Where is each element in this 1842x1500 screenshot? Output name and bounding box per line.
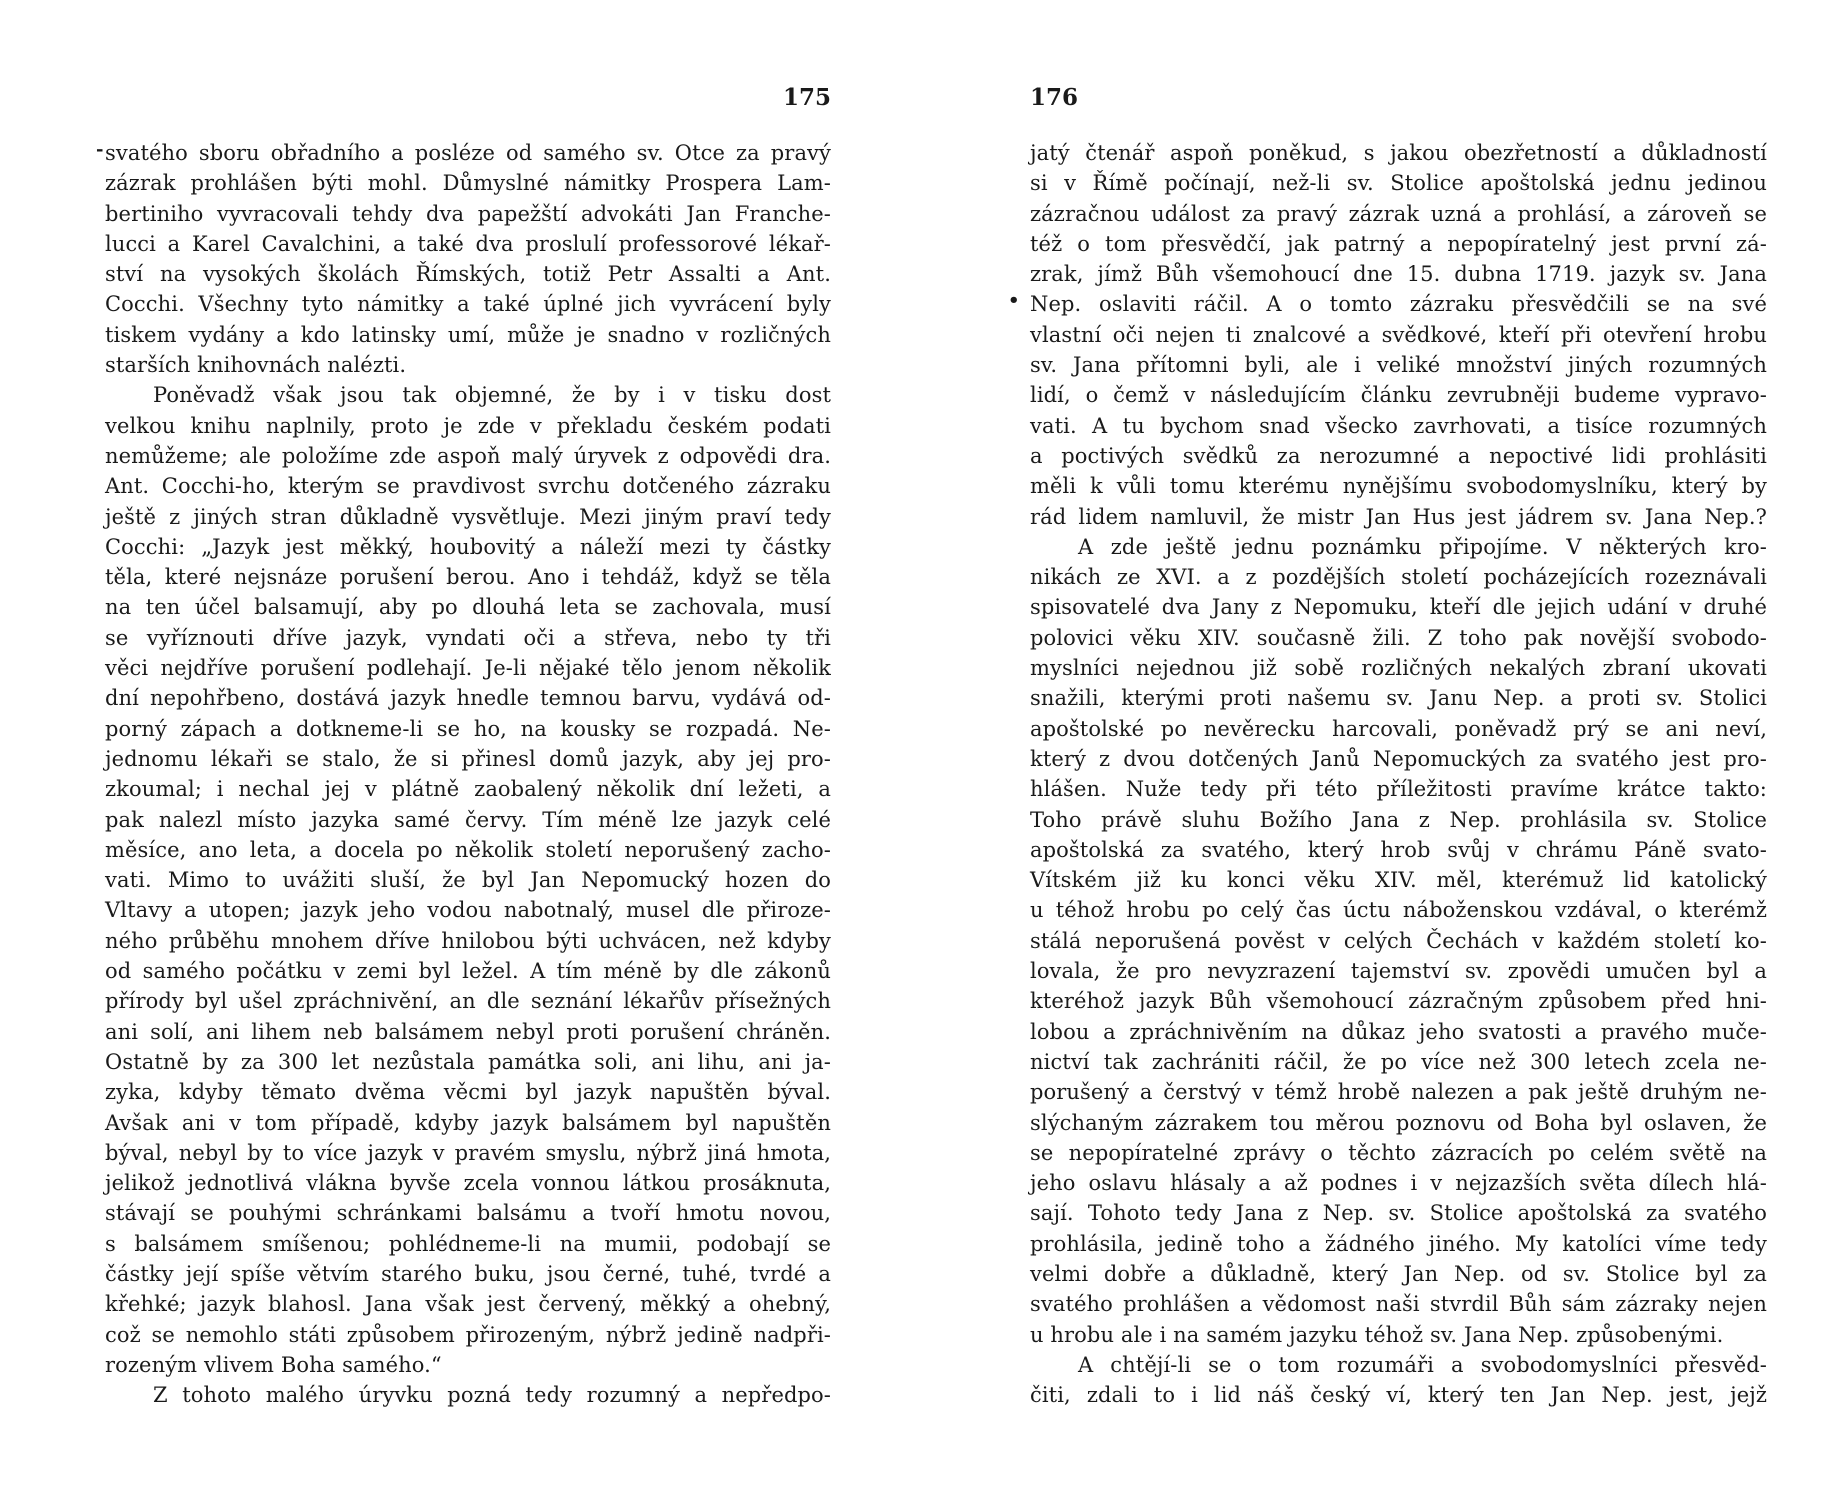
text-line: hlášen. Nuže tedy při této příležitosti pravíme krátce takto:: [1030, 777, 1767, 802]
text-line: Vítském již ku konci věku XIV. měl, kterémuž lid katolický: [1030, 868, 1767, 893]
text-line: jatý čtenář aspoň poněkud, s jakou obezřetností a důkladností: [1030, 141, 1767, 165]
text-line: sv. Jana přítomni byli, ale i veliké množství jiných rozumných: [1030, 353, 1767, 378]
text-line: stávají se pouhými schránkami balsámu a tvoří hmotu novou,: [105, 1201, 831, 1226]
text-line: vlastní oči nejen ti znalcové a svědkové, kteří při otevření hrobu: [1030, 322, 1767, 347]
text-line: Cocchi. Všechny tyto námitky a také úplné jich vyvrácení byly: [105, 292, 831, 317]
text-line: což se nemohlo státi způsobem přirozeným, nýbrž jedině nadpři-: [105, 1322, 831, 1347]
text-line: nictví tak zachrániti ráčil, že po více než 300 letech zcela ne-: [1030, 1049, 1767, 1074]
text-line: zázrak prohlášen býti mohl. Důmyslné námitky Prospera Lam-: [105, 171, 831, 196]
text-line: snažili, kterými proti našemu sv. Janu Nep. a proti sv. Stolici: [1030, 686, 1767, 711]
text-line: a poctivých svědků za nerozumné a nepoctivé lidi prohlásiti: [1030, 443, 1767, 468]
text-line: u téhož hrobu po celý čas úctu náboženskou vzdával, o kterémž: [1030, 898, 1767, 923]
text-line: ještě z jiných stran důkladně vysvětluje. Mezi jiným praví tedy: [105, 504, 831, 529]
text-line: od samého počátku v zemi byl ležel. A tím méně by dle zákonů: [105, 959, 831, 984]
text-line: čiti, zdali to i lid náš český ví, který ten Jan Nep. jest, jejž: [1030, 1383, 1767, 1408]
text-line: přírody byl ušel zpráchnivění, an dle seznání lékařův přísežných: [105, 989, 831, 1014]
text-line: velkou knihu naplnily, proto je zde v překladu českém podati: [105, 413, 831, 438]
text-line: rozeným vlivem Boha samého.“: [105, 1352, 442, 1377]
text-line: vati. Mimo to uvážiti sluší, že byl Jan Nepomucký hozen do: [105, 868, 831, 893]
text-line: ství na vysokých školách Římských, totiž Petr Assalti a Ant.: [105, 262, 831, 287]
text-line: dní nepohřbeno, dostává jazyk hnedle temnou barvu, vydává od-: [105, 686, 831, 711]
right-page: [1030, 0, 1767, 1500]
text-line: A chtějí-li se o tom rozumáři a svobodomyslníci přesvěd-: [1078, 1352, 1767, 1377]
text-line: prohlásila, jedině toho a žádného jiného. My katolíci víme tedy: [1030, 1231, 1767, 1256]
text-line: měli k vůli tomu kterému nynějšímu svobodomyslníku, který by: [1030, 474, 1767, 499]
text-line: věci nejdříve porušení podlehají. Je-li nějaké tělo jenom několik: [105, 656, 831, 681]
text-line: starších knihovnách nalézti.: [105, 353, 407, 378]
text-line: jelikož jednotlivá vlákna byvše zcela vonnou látkou prosáknuta,: [105, 1171, 831, 1196]
text-line: Ant. Cocchi-ho, kterým se pravdivost svrchu dotčeného zázraku: [105, 474, 831, 499]
text-line: Poněvadž však jsou tak objemné, že by i v tisku dost: [153, 383, 831, 408]
text-line: býval, nebyl by to více jazyk v pravém smyslu, nýbrž jiná hmota,: [105, 1140, 831, 1165]
text-line: jeho oslavu hlásaly a až podnes i v nejzazších světa dílech hlá-: [1030, 1171, 1767, 1196]
left-page: [105, 0, 831, 1500]
text-line: nikách ze XVI. a z pozdějších století pocházejících rozeznávali: [1030, 565, 1767, 590]
text-line: Avšak ani v tom případě, kdyby jazyk balsámem byl napuštěn: [105, 1110, 831, 1135]
text-line: slýchaným zázrakem tou měrou poznovu od Boha byl oslaven, že: [1030, 1110, 1767, 1135]
text-line: spisovatelé dva Jany z Nepomuku, kteří dle jejich udání v druhé: [1030, 595, 1767, 620]
text-line: tiskem vydány a kdo latinsky umí, může je snadno v rozličných: [105, 322, 831, 347]
text-line: si v Římě počínají, než-li sv. Stolice apoštolská jednu jedinou: [1030, 171, 1767, 196]
text-line: vati. A tu bychom snad všecko zavrhovati, a tisíce rozumných: [1030, 413, 1767, 438]
text-line: nemůžeme; ale položíme zde aspoň malý úryvek z odpovědi dra.: [105, 443, 831, 468]
left-page-text: [105, 138, 831, 1410]
text-line: se vyříznouti dříve jazyk, vyndati oči a střeva, nebo ty tři: [105, 625, 831, 650]
text-line: lobou a zpráchnivěním na důkaz jeho svatosti a pravého muče-: [1030, 1019, 1767, 1044]
text-line: křehké; jazyk blahosl. Jana však jest červený, měkký a ohebný,: [105, 1292, 831, 1317]
text-line: s balsámem smíšenou; pohlédneme-li na mumii, podobají se: [105, 1231, 831, 1256]
text-line: ani solí, ani lihem neb balsámem nebyl proti porušení chráněn.: [105, 1019, 831, 1044]
text-line: Z tohoto malého úryvku pozná tedy rozumný a nepředpo-: [153, 1383, 831, 1408]
text-line: lidí, o čemž v následujícím článku zevrubněji budeme vypravo-: [1030, 383, 1767, 408]
text-line: A zde ještě jednu poznámku připojíme. V některých kro-: [1078, 534, 1767, 559]
text-line: měsíce, ano leta, a docela po několik století neporušený zacho-: [105, 837, 831, 862]
page-number-right: 176: [1030, 84, 1079, 111]
text-line: jednomu lékaři se stalo, že si přinesl domů jazyk, aby jej pro-: [105, 746, 831, 771]
text-line: zkoumal; i nechal jej v plátně zaobalený několik dní ležeti, a: [105, 777, 831, 802]
text-line: svatého sboru obřadního a posléze od samého sv. Otce za pravý: [105, 141, 831, 165]
text-line: který z dvou dotčených Janů Nepomuckých za svatého jest pro-: [1030, 746, 1767, 771]
text-line: u hrobu ale i na samém jazyku téhož sv. Jana Nep. způsobenými.: [1030, 1322, 1724, 1347]
page-number-left: 175: [782, 84, 831, 111]
text-line: stálá neporušená pověst v celých Čechách v každém století ko-: [1030, 928, 1767, 953]
text-line: Nep. oslaviti ráčil. A o tomto zázraku přesvědčili se na své: [1030, 292, 1767, 317]
text-line: na ten účel balsamují, aby po dlouhá leta se zachovala, musí: [105, 595, 831, 620]
text-line: rád lidem namluvil, že mistr Jan Hus jest jádrem sv. Jana Nep.?: [1030, 504, 1767, 529]
text-line: lucci a Karel Cavalchini, a také dva proslulí professorové lékař-: [105, 231, 831, 256]
text-line: apoštolská za svatého, který hrob svůj v chrámu Páně svato-: [1030, 837, 1767, 862]
text-line: Cocchi: „Jazyk jest měkký, houbovitý a náleží mezi ty částky: [105, 534, 831, 559]
text-line: bertiniho vyvracovali tehdy dva papežští advokáti Jan Franche-: [105, 201, 831, 226]
text-line: porušený a čerstvý v témž hrobě nalezen a pak ještě druhým ne-: [1030, 1080, 1767, 1105]
text-line: těla, které nejsnáze porušení berou. Ano i tehdáž, když se těla: [105, 565, 831, 590]
text-line: kteréhož jazyk Bůh všemohoucí zázračným způsobem před hni-: [1030, 989, 1767, 1014]
text-line: ného průběhu mnohem dříve hnilobou býti uchvácen, než kdyby: [105, 928, 831, 953]
text-line: apoštolské po nevěrecku harcovali, poněvadž prý se ani neví,: [1030, 716, 1767, 741]
text-line: svatého prohlášen a vědomost naši stvrdil Bůh sám zázraky nejen: [1030, 1292, 1767, 1317]
text-line: zázračnou událost za pravý zázrak uzná a prohlásí, a zároveň se: [1030, 201, 1767, 226]
text-line: zrak, jímž Bůh všemohoucí dne 15. dubna 1719. jazyk sv. Jana: [1030, 262, 1767, 287]
text-line: velmi dobře a důkladně, který Jan Nep. od sv. Stolice byl za: [1030, 1261, 1767, 1286]
text-line: polovici věku XIV. současně žili. Z toho pak novější svobodo-: [1030, 625, 1767, 650]
text-line: částky její spíše větvím starého buku, jsou černé, tuhé, tvrdé a: [105, 1261, 831, 1286]
text-line: sají. Tohoto tedy Jana z Nep. sv. Stolice apoštolská za svatého: [1030, 1201, 1767, 1226]
text-line: zyka, kdyby těmato dvěma věcmi byl jazyk napuštěn býval.: [105, 1080, 831, 1105]
text-line: Vltavy a utopen; jazyk jeho vodou nabotnalý, musel dle přiroze-: [105, 898, 831, 923]
text-line: porný zápach a dotkneme-li se ho, na kousky se rozpadá. Ne-: [105, 716, 831, 741]
text-line: Ostatně by za 300 let nezůstala památka soli, ani lihu, ani ja-: [105, 1049, 831, 1074]
text-line: pak nalezl místo jazyka samé červy. Tím méně lze jazyk celé: [105, 807, 831, 832]
text-line: se nepopíratelné zprávy o těchto zázracích po celém světě na: [1030, 1140, 1767, 1165]
text-line: myslníci nejednou již sobě rozličných nekalých zbraní ukovati: [1030, 656, 1767, 681]
text-line: Toho právě sluhu Božího Jana z Nep. prohlásila sv. Stolice: [1030, 807, 1767, 832]
margin-mark: -: [96, 139, 104, 160]
text-line: lovala, že pro nevyzrazení tajemství sv. zpovědi umučen byl a: [1030, 959, 1767, 984]
right-page-text: [1030, 138, 1767, 1410]
text-line: též o tom přesvědčí, jak patrný a nepopíratelný jest první zá-: [1030, 231, 1767, 256]
margin-mark: •: [1008, 290, 1020, 311]
